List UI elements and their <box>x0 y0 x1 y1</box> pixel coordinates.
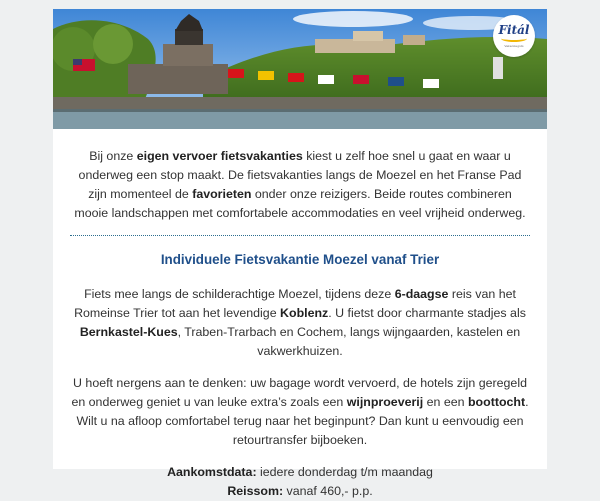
desc-bold-2: Koblenz <box>280 306 329 320</box>
price-label: Reissom: <box>227 484 284 498</box>
intro-bold-1: eigen vervoer fietsvakanties <box>136 149 303 163</box>
arrival-value: iedere donderdag t/m maandag <box>256 465 433 479</box>
intro-text-2: kiest u zelf hoe snel u gaat en waar u onderweg een stop maakt. De fietsvakanties langs de Moezel en het Franse Pad zijn momenteel de <box>78 149 522 201</box>
intro-text-1: Bij onze <box>89 149 137 163</box>
description-paragraph <box>67 285 533 361</box>
logo-tagline: Vakantiegids <box>504 44 524 48</box>
logo-wordmark: Fitál <box>498 23 530 37</box>
details-bold-1: wijnproeverij <box>346 395 424 409</box>
section-title: Individuele Fietsvakantie Moezel vanaf Trier <box>160 252 440 267</box>
intro-paragraph <box>73 147 527 223</box>
newsletter-card <box>53 9 547 498</box>
intro-bold-2: favorieten <box>192 187 252 201</box>
details-text-1: U hoeft nergens aan te denken: uw bagage wordt vervoerd, de hotels zijn geregeld en onderweg geniet u van leuke extra’s zoals een <box>71 376 527 409</box>
desc-text-3: . U fietst door charmante stadjes als <box>328 306 526 320</box>
details-text-2: en een <box>423 395 468 409</box>
details-bold-2: boottocht <box>467 395 526 409</box>
hero-image[interactable] <box>53 9 547 129</box>
fital-logo[interactable] <box>493 15 535 57</box>
desc-bold-3: Bernkastel-Kues <box>79 325 178 339</box>
arrival-label: Aankomstdata: <box>167 465 257 479</box>
facts-block <box>67 463 533 501</box>
logo-swoosh-icon <box>501 35 527 42</box>
details-paragraph <box>69 374 531 450</box>
dotted-divider <box>70 235 530 236</box>
desc-text-4: , Traben-Trarbach en Cochem, langs wijngaarden, kastelen en vakwerkhuizen. <box>177 325 521 358</box>
desc-text-1: Fiets mee langs de schilderachtige Moezel, tijdens deze <box>84 287 395 301</box>
intro-text-3: onder onze reizigers. Beide routes combineren mooie landschappen met comfortabele accommodaties en veel vrijheid onderweg. <box>74 187 526 220</box>
desc-bold-1: 6-daagse <box>394 287 449 301</box>
price-value: vanaf 460,- p.p. <box>283 484 373 498</box>
desc-text-2: reis van het Romeinse Trier tot aan het levendige <box>74 287 516 320</box>
deutsches-eck-photo <box>53 9 547 129</box>
details-text-3: . Wilt u na afloop comfortabel terug naar het beginpunt? Dan kunt u eenvoudig een retourtransfer bijboeken. <box>76 395 529 447</box>
